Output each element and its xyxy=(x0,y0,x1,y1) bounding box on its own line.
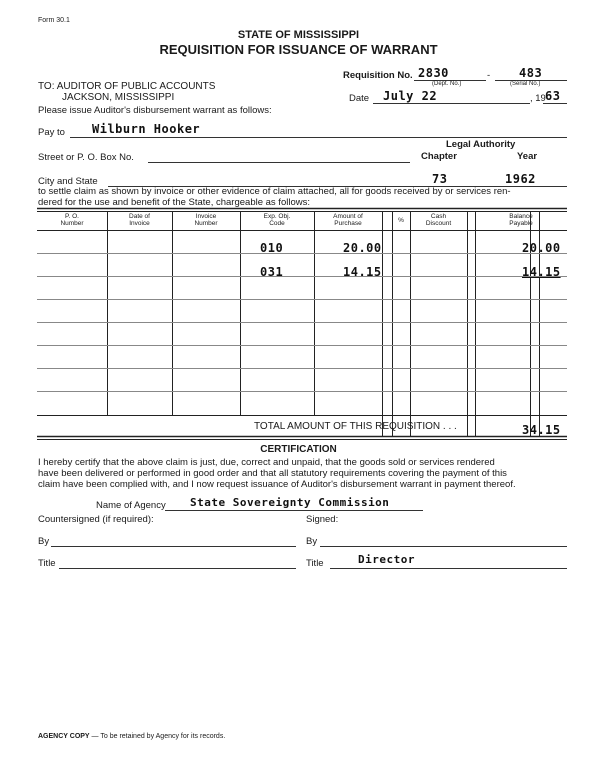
title-value: Director xyxy=(358,553,415,566)
countersigned-label: Countersigned (if required): xyxy=(38,514,154,525)
signed-label: Signed: xyxy=(306,514,339,525)
total-label: TOTAL AMOUNT OF THIS REQUISITION . . . xyxy=(254,421,457,432)
row1-balance: 20.00 xyxy=(522,241,561,255)
row1-code: 010 xyxy=(260,241,284,255)
title-label-right: Title xyxy=(306,558,324,569)
header-invoice-date: Date of Invoice xyxy=(129,213,150,227)
header-amount: Amount of Purchase xyxy=(333,213,363,227)
total-value: 34.15 xyxy=(522,423,561,437)
header-cash-discount: Cash Discount xyxy=(425,213,452,227)
row2-amount: 14.15 xyxy=(343,265,382,279)
pay-to-label: Pay to xyxy=(38,127,65,138)
certification-line3: claim have been complied with, and I now request issuance of Auditor's disbursement warrant in payment thereof. xyxy=(38,479,516,490)
certification-line1: I hereby certify that the above claim is just, due, correct and unpaid, that the goods sold or services rendered xyxy=(38,457,495,468)
header-percent: % xyxy=(398,217,404,224)
state-heading: STATE OF MISSISSIPPI xyxy=(237,29,360,41)
year-value: 1962 xyxy=(505,172,536,186)
chapter-value: 73 xyxy=(432,172,448,186)
agency-label: Name of Agency xyxy=(96,500,166,511)
year-label: Year xyxy=(517,151,538,162)
serial-caption: (Serial No.) xyxy=(510,81,541,87)
settle-line1: to settle claim as shown by invoice or other evidence of claim attached, all for goods received by or services ren- xyxy=(38,186,511,197)
street-label: Street or P. O. Box No. xyxy=(38,152,134,163)
agency-copy-label: AGENCY COPY xyxy=(38,733,90,740)
instruction-text: Please issue Auditor's disbursement warrant as follows: xyxy=(38,105,272,116)
row2-balance: 14.15 xyxy=(522,265,561,279)
header-po: P. O. Number xyxy=(60,213,84,227)
dept-caption: (Dept. No.) xyxy=(432,81,462,87)
by-label-right: By xyxy=(306,536,318,547)
footer-note: — To be retained by Agency for its records. xyxy=(89,733,226,740)
header-balance: Balance Payable xyxy=(509,213,533,227)
addressee-line1: TO: AUDITOR OF PUBLIC ACCOUNTS xyxy=(38,81,216,92)
header-exp-code: Exp. Obj. Code xyxy=(263,213,291,227)
requisition-label: Requisition No. xyxy=(343,70,413,81)
city-label: City and State xyxy=(38,176,98,187)
settle-line2: dered for the use and benefit of the State, chargeable as follows: xyxy=(38,197,310,208)
legal-authority-label: Legal Authority xyxy=(446,139,516,150)
addressee-line2: JACKSON, MISSISSIPPI xyxy=(62,92,175,103)
header-invoice-number: Invoice Number xyxy=(194,213,218,227)
date-year: 63 xyxy=(545,89,561,103)
row2-code: 031 xyxy=(260,265,284,279)
form-title: REQUISITION FOR ISSUANCE OF WARRANT xyxy=(159,42,438,57)
pay-to-value: Wilburn Hooker xyxy=(92,122,201,136)
serial-number: 483 xyxy=(519,66,543,80)
form-number: Form 30.1 xyxy=(38,17,70,24)
by-label-left: By xyxy=(38,536,50,547)
date-value: July 22 xyxy=(383,89,438,103)
footer xyxy=(38,733,225,740)
agency-value: State Sovereignty Commission xyxy=(190,496,390,509)
certification-heading: CERTIFICATION xyxy=(260,444,337,455)
row1-amount: 20.00 xyxy=(343,241,382,255)
date-label: Date xyxy=(349,93,370,104)
year-prefix: , 19 xyxy=(530,93,546,104)
dept-number: 2830 xyxy=(418,66,449,80)
title-label-left: Title xyxy=(38,558,56,569)
certification-line2: have been delivered or performed in good order and that all statutory requirements covering the payment of this xyxy=(38,468,507,479)
chapter-label: Chapter xyxy=(421,151,457,162)
